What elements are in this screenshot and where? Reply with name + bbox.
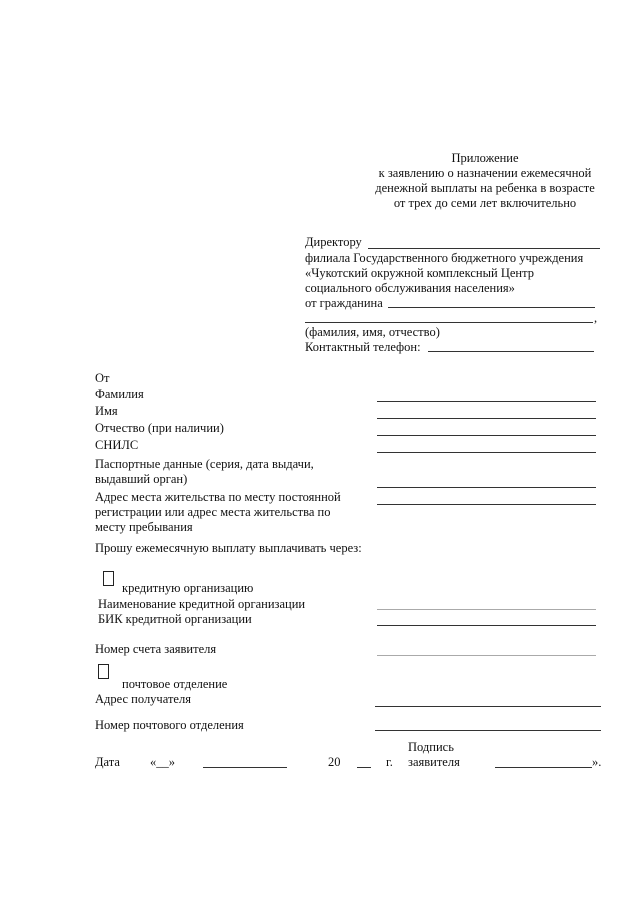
snils-label: СНИЛС (95, 438, 139, 452)
date-month-field[interactable] (203, 767, 287, 768)
header-line-4: от трех до семи лет включительно (393, 196, 577, 210)
postal-number-label: Номер почтового отделения (95, 718, 244, 732)
year-prefix: 20 (328, 755, 341, 769)
surname-field[interactable] (377, 401, 596, 402)
bank-name-field[interactable] (377, 609, 596, 610)
address-label-line-1: Адрес места жительства по месту постоянной (95, 490, 341, 504)
name-label: Имя (95, 404, 118, 418)
recipient-address-label: Адрес получателя (95, 692, 191, 706)
postal-checkbox[interactable] (98, 664, 109, 679)
from-citizen-label: от гражданина (305, 296, 383, 310)
phone-label: Контактный телефон: (305, 340, 421, 354)
org-line-1: филиала Государственного бюджетного учреждения (305, 251, 584, 265)
fio-hint: (фамилия, имя, отчество) (305, 325, 440, 339)
name-field[interactable] (377, 418, 596, 419)
patronymic-field[interactable] (377, 435, 596, 436)
bik-label: БИК кредитной организации (98, 612, 252, 626)
credit-checkbox[interactable] (103, 571, 114, 586)
director-name-field[interactable] (368, 248, 600, 249)
postal-option-label: почтовое отделение (122, 677, 228, 691)
passport-field[interactable] (377, 487, 596, 488)
header-line-3: денежной выплаты на ребенка в возрасте (375, 181, 595, 195)
patronymic-label: Отчество (при наличии) (95, 421, 224, 435)
closing-quote: ». (592, 755, 602, 769)
date-day: «__» (150, 755, 175, 769)
account-label: Номер счета заявителя (95, 642, 217, 656)
header-line-2: к заявлению о назначении ежемесячной (378, 166, 592, 180)
address-label-line-3: месту пребывания (95, 520, 193, 534)
snils-field[interactable] (377, 452, 596, 453)
phone-field[interactable] (428, 351, 594, 352)
postal-number-field[interactable] (375, 730, 601, 731)
citizen-name-field-2[interactable] (305, 322, 593, 323)
year-suffix: г. (386, 755, 393, 769)
request-text: Прошу ежемесячную выплату выплачивать через: (95, 541, 362, 555)
header-line-1: Приложение (451, 151, 519, 165)
surname-label: Фамилия (95, 387, 144, 401)
passport-label-line-2: выдавший орган) (95, 472, 188, 486)
citizen-name-field[interactable] (388, 307, 595, 308)
passport-label-line-1: Паспортные данные (серия, дата выдачи, (95, 457, 314, 471)
org-line-3: социального обслуживания населения» (305, 281, 515, 295)
bank-name-label: Наименование кредитной организации (98, 597, 306, 611)
credit-option-label: кредитную организацию (122, 581, 254, 595)
account-field[interactable] (377, 655, 596, 656)
year-field[interactable] (357, 767, 371, 768)
org-line-2: «Чукотский окружной комплексный Центр (305, 266, 534, 280)
recipient-address-field[interactable] (375, 706, 601, 707)
address-label-line-2: регистрации или адрес места жительства по (95, 505, 331, 519)
date-label: Дата (95, 755, 120, 769)
comma: , (594, 311, 598, 325)
bik-field[interactable] (377, 625, 596, 626)
director-label: Директору (305, 235, 362, 249)
signature-label-line-1: Подпись (408, 740, 454, 754)
signature-label-line-2: заявителя (408, 755, 460, 769)
address-field[interactable] (377, 504, 596, 505)
signature-field[interactable] (495, 767, 592, 768)
from-label: От (95, 371, 110, 385)
